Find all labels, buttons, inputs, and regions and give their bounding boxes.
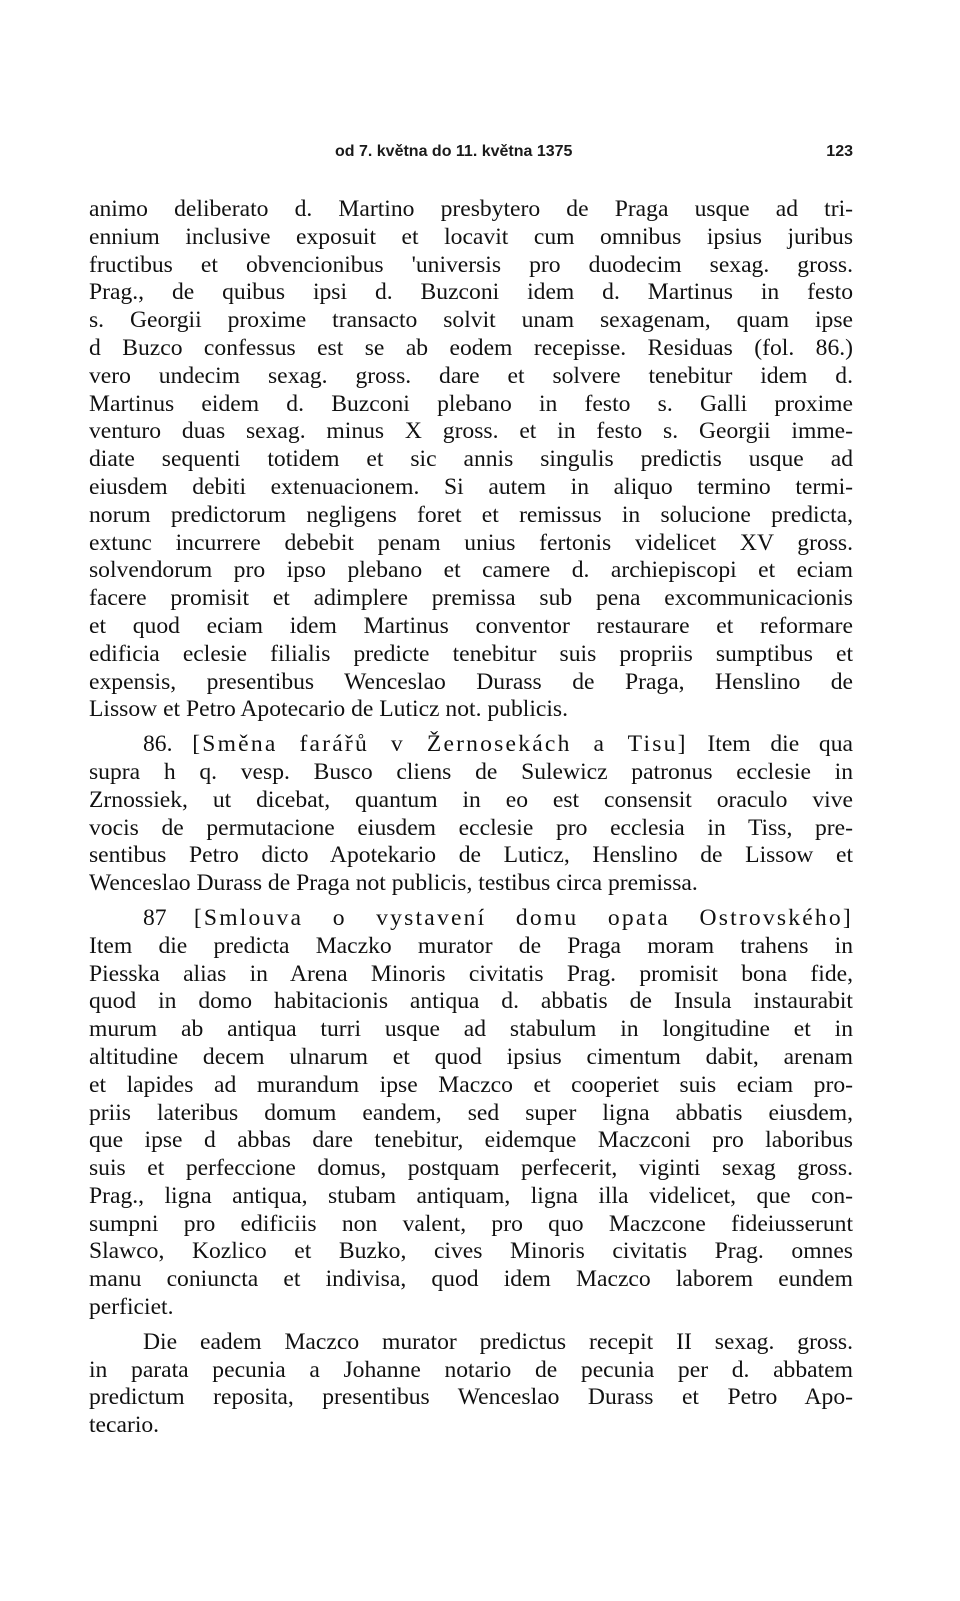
text-line: altitudine decem ulnarum et quod ipsius cimentum dabit, arenam [89, 1043, 853, 1070]
text-line: manu coniuncta et indivisa, quod idem Maczco laborem eundem [89, 1266, 853, 1293]
text-line: fructibus et obvencionibus 'universis pro duodecim sexag. gross. [89, 251, 853, 278]
text-line: facere promisit et adimplere premissa sub pena excommunicacionis [89, 585, 853, 612]
text-line: predictum reposita, presentibus Wenceslao Durass et Petro Apo- [89, 1384, 853, 1411]
text-line: Lissow et Petro Apotecario de Luticz not. publicis. [89, 696, 568, 723]
text-line: murum ab antiqua turri usque ad stabulum in longitudine et in [89, 1016, 853, 1043]
page-number: 123 [826, 143, 853, 160]
text-line: sumpni pro edificiis non valent, pro quo Maczcone fideiusserunt [89, 1210, 853, 1237]
text-line: in parata pecunia a Johanne notario de pecunia per d. abbatem [89, 1356, 853, 1383]
text-line: d Buzco confessus est se ab eodem recepisse. Residuas (fol. 86.) [89, 334, 853, 361]
text-line: Slawco, Kozlico et Buzko, cives Minoris civitatis Prag. omnes [89, 1238, 853, 1265]
text-line: Die eadem Maczco murator predictus recepit II sexag. gross. [143, 1328, 853, 1355]
page-body [89, 196, 853, 1440]
entry-number: 86. [143, 731, 173, 758]
entry-number: 87 [143, 904, 167, 931]
text-line: vero undecim sexag. gross. dare et solvere tenebitur idem d. [89, 362, 853, 389]
text-line: ennium inclusive exposuit et locavit cum omnibus ipsius juribus [89, 223, 853, 250]
text-line: et quod eciam idem Martinus conventor restaurare et reformare [89, 612, 853, 639]
text-line: quod in domo habitacionis antiqua d. abbatis de Insula instaurabit [89, 988, 853, 1015]
text-line: perficiet. [89, 1294, 174, 1321]
text-line: et lapides ad murandum ipse Maczco et cooperiet suis eciam pro- [89, 1071, 853, 1098]
text-line: expensis, presentibus Wenceslao Durass de Praga, Henslino de [89, 668, 853, 695]
text-line: Zrnossiek, ut dicebat, quantum in eo est consensit oraculo vive [89, 786, 853, 813]
text-line: Wenceslao Durass de Praga not publicis, testibus circa premissa. [89, 870, 698, 897]
entry-first-line [89, 905, 853, 933]
entry-heading: [Směna farářů v Žernosekách a Tisu] [192, 731, 688, 758]
text-line: diate sequenti totidem et sic annis singulis predictis usque ad [89, 446, 853, 473]
text-line: s. Georgii proxime transacto solvit unam sexagenam, quam ipse [89, 307, 853, 334]
text-line: Piesska alias in Arena Minoris civitatis Prag. promisit bona fide, [89, 960, 853, 987]
text-line: venturo duas sexag. minus X gross. et in festo s. Georgii imme- [89, 418, 853, 445]
text-line: Prag., ligna antiqua, stubam antiquam, ligna illa videlicet, que con- [89, 1182, 853, 1209]
text-line: Item die predicta Maczko murator de Praga moram trahens in [89, 932, 853, 959]
text-line: Martinus eidem d. Buzconi plebano in festo s. Galli proxime [89, 390, 853, 417]
text-line: Prag., de quibus ipsi d. Buzconi idem d. Martinus in festo [89, 279, 853, 306]
text-line: supra h q. vesp. Busco cliens de Sulewicz patronus ecclesie in [89, 758, 853, 785]
entry-87 [89, 905, 853, 1322]
text-line: norum predictorum negligens foret et remissus in solucione predicta, [89, 501, 853, 528]
page-header [89, 141, 853, 167]
paragraph-receipt [89, 1329, 853, 1440]
text-line: que ipse d abbas dare tenebitur, eidemque Maczconi pro laboribus [89, 1127, 853, 1154]
text-line: suis et perfeccione domus, postquam perfecerit, viginti sexag gross. [89, 1155, 853, 1182]
running-head: od 7. května do 11. května 1375 [335, 143, 573, 160]
entry-heading: [Smlouva o vystavení domu opata Ostrovského] [193, 904, 853, 931]
text-line: eiusdem debiti extenuacionem. Si autem in aliquo termino termi- [89, 473, 853, 500]
text-line: extunc incurrere debebit penam unius fertonis videlicet XV gross. [89, 529, 853, 556]
text-line: solvendorum pro ipso plebano et camere d. archiepiscopi et eciam [89, 557, 853, 584]
text-line: sentibus Petro dicto Apotekario de Luticz, Henslino de Lissow et [89, 842, 853, 869]
text-line: edificia eclesie filialis predicte tenebitur suis propriis sumptibus et [89, 640, 853, 667]
entry-86 [89, 731, 853, 898]
entry-lead-text: Item die qua [707, 731, 854, 758]
entry-first-line [89, 731, 853, 759]
text-line: tecario. [89, 1412, 160, 1439]
text-line: priis lateribus domum eandem, sed super ligna abbatis eiusdem, [89, 1099, 853, 1126]
paragraph-continuation [89, 196, 853, 724]
text-line: vocis de permutacione eiusdem ecclesie pro ecclesia in Tiss, pre- [89, 814, 853, 841]
text-line: animo deliberato d. Martino presbytero de Praga usque ad tri- [89, 196, 853, 222]
